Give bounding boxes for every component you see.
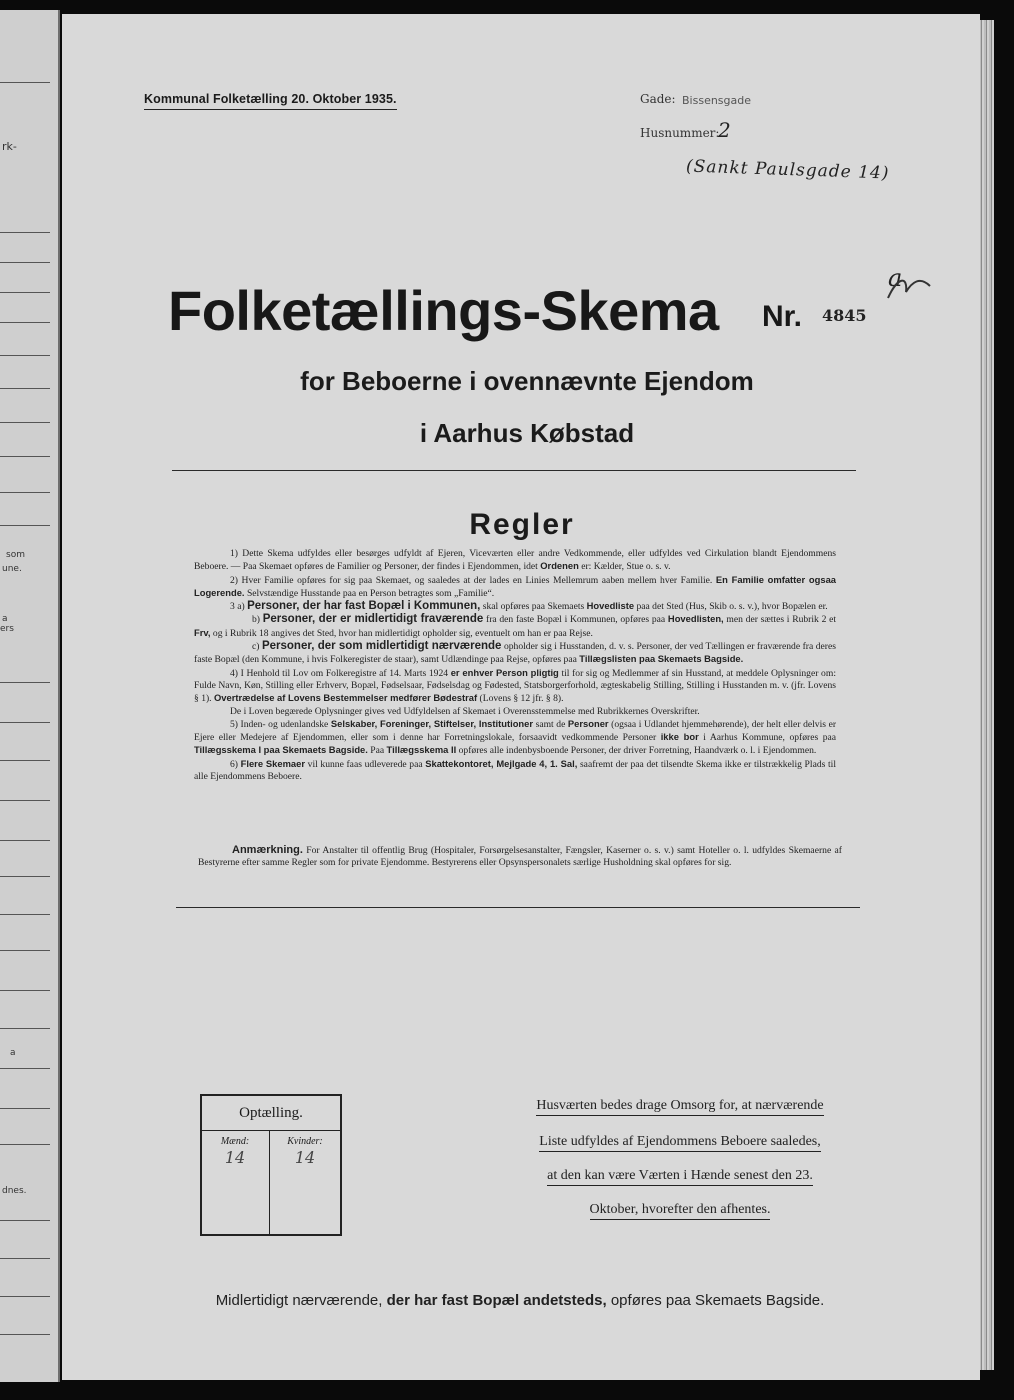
- rule-3b: b) Personer, der er midlertidigt fraværende fra den faste Bopæl i Kommunen, opføres paa Hovedlisten, men der sættes i Rubrik 2 et Frv, og i Rubrik 18 angives det Sted, hvor han midlertidigt opholder sig, eventuelt om han er paa Rejse.: [194, 613, 837, 639]
- rule-1: 1) Dette Skema udfyldes eller besørges udfyldt af Ejeren, Viceværten eller andre Vedkommende, eller udfyldes ved Cirkulation blandt Ejendommens Beboere. — Paa Skemaet opføres de Familier og Personer, der findes i Ejendommen, idet Ordenen er: Kælder, Stue o. s. v.: [194, 548, 836, 573]
- form-number-label: Nr.: [762, 300, 803, 333]
- gade-value: Bissensgade: [682, 94, 752, 107]
- form-subtitle-city: i Aarhus Købstad: [419, 418, 635, 448]
- rule-4b: De i Loven begærede Oplysninger gives ved Udfyldelsen af Skemaet i Overensstemmelse med Rubrikkernes Overskrifter.: [230, 705, 700, 717]
- husnummer-value: 2: [718, 118, 731, 142]
- notice-line: Oktober, hvorefter den afhentes.: [500, 1202, 860, 1218]
- census-date-line: Kommunal Folketælling 20. Oktober 1935.: [144, 92, 397, 110]
- form-number: 4845: [822, 306, 867, 325]
- annotation-note: [198, 844, 842, 870]
- husnummer-label: Husnummer:: [640, 126, 720, 140]
- notice-line: at den kan være Værten i Hænde senest den 23.: [500, 1168, 860, 1184]
- annotation-text: For Anstalter til offentlig Brug (Hospitaler, Forsørgelsesanstalter, Fængsler, Kaserner o. s. v.) samt Hoteller o. l. udfyldes Skemaerne af Bestyrerne efter samme Regler som for private Ejendomme. Bestyrerens eller Opsynspersonalets særlige Husholdning skal opføres for sig.: [198, 845, 842, 869]
- left-fragment-text: dnes.: [2, 1186, 27, 1196]
- left-fragment-text: une.: [2, 564, 22, 574]
- left-fragment-text: ers: [0, 624, 14, 634]
- left-fragment-text: rk-: [2, 140, 17, 153]
- annotation-label: Anmærkning.: [232, 844, 303, 856]
- left-fragment-text: som: [6, 550, 25, 560]
- rule-3a: 3 a) Personer, der har fast Bopæl i Kommunen, skal opføres paa Skemaets Hovedliste paa det Sted (Hus, Skib o. s. v.), hvor Bopælen er.: [230, 600, 828, 613]
- form-number-suffix: a: [888, 264, 903, 292]
- rule-3c: c) Personer, der som midlertidigt nærværende opholder sig i Husstanden, d. v. s. Personer, der ved Tællingen er fraværende fra deres faste Bopæl (den Kommune, i hvis Folkeregister de staar), samt Udlændinge paa Rejse, opføres paa Tillægslisten paa Skemaets Bagside.: [194, 640, 836, 666]
- women-label: Kvinder:: [287, 1136, 323, 1147]
- form-title: Folketællings-Skema: [168, 279, 719, 342]
- form-subtitle: for Beboerne i ovennævnte Ejendom: [300, 366, 754, 396]
- tally-divider: [269, 1130, 270, 1236]
- left-page-fragment: [0, 10, 60, 1382]
- handwritten-address-note: (Sankt Paulsgade 14): [685, 156, 890, 184]
- notice-line: Liste udfyldes af Ejendommens Beboere saaledes,: [500, 1134, 860, 1150]
- gade-label: Gade:: [640, 92, 676, 106]
- men-count: 14: [224, 1148, 246, 1167]
- tally-box: [200, 1094, 342, 1236]
- rule-5: 5) Inden- og udenlandske Selskaber, Foreninger, Stiftelser, Institutioner samt de Personer (ogsaa i Udlandet hjemmehørende), der helt eller delvis er Ejere eller Medejere af Ejendommen, eller som i denne har Forretningslokale, forsaavidt vedkommende Personer ikke bor i Aarhus Kommune, opføres paa Tillægsskema I paa Skemaets Bagside. Paa Tillægsskema II opføres alle indenbysboende Personer, der driver Forretning, Haandværk o. l. i Ejendommen.: [194, 717, 837, 757]
- rule-2: 2) Hver Familie opføres for sig paa Skemaet, og saaledes at der lades en Linies Mellemrum aaben mellem hver Familie. En Familie omfatter ogsaa Logerende. Selvstændige Husstande paa en Person betragtes som „Familie“.: [194, 573, 836, 599]
- women-count: 14: [294, 1148, 316, 1167]
- left-fragment-text: a: [10, 1048, 16, 1058]
- men-label: Mænd:: [220, 1136, 250, 1147]
- footer-note: Midlertidigt nærværende, der har fast Bopæl andetsteds, opføres paa Skemaets Bagside.: [215, 1292, 825, 1309]
- notice-line: Husværten bedes drage Omsorg for, at nærværende: [500, 1098, 860, 1114]
- tally-heading: Optælling.: [202, 1096, 340, 1131]
- divider: [172, 470, 856, 471]
- rules-heading: Regler: [469, 508, 575, 541]
- divider: [176, 907, 860, 908]
- rule-4: 4) I Henhold til Lov om Folkeregistre af 14. Marts 1924 er enhver Person pligtig til for sig og Medlemmer af sin Husstand, at meddele Oplysninger om: Fulde Navn, Køn, Stilling eller Erhverv, Bopæl, Fødselsaar, Fødselsdag og Fødested, Statsborgerforhold, ægteskabelig Stilling, Stilling i Husstanden m. v. (jfr. Lovens § 1). Overtrædelse af Lovens Bestemmelser medfører Bødestraf (Lovens § 12 jfr. § 8).: [194, 666, 836, 705]
- rule-6: 6) Flere Skemaer vil kunne faas udleverede paa Skattekontoret, Mejlgade 4, 1. Sal, saafremt der paa det tilsendte Skema ikke er tilstrækkelig Plads til alle Ejendommens Beboere.: [194, 757, 836, 783]
- rules-text: [194, 548, 836, 783]
- handwritten-mark: [884, 270, 934, 304]
- left-fragment-text: a: [2, 614, 8, 624]
